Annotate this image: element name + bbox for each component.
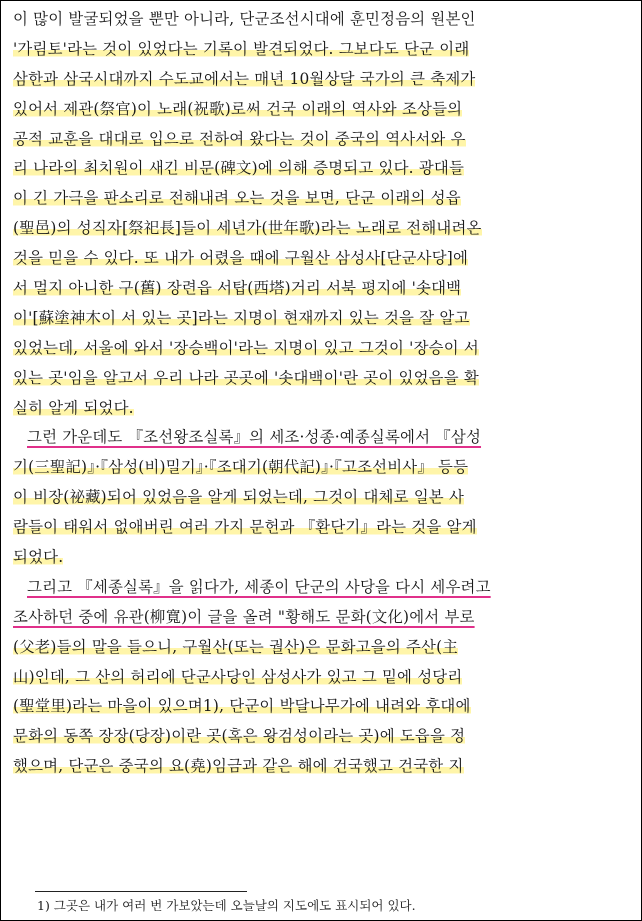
text-line	[13, 603, 631, 633]
text-line	[13, 274, 631, 304]
text-line	[13, 633, 631, 663]
text-line	[13, 692, 631, 722]
text-line	[13, 423, 631, 453]
text-line-content: 되었다.	[13, 548, 64, 567]
text-line-content: 조사하던 중에 유관(柳寬)이 글을 올려 "황해도 문화(文化)에서 부로	[13, 607, 475, 626]
text-line-content: 기(三聖記)』·『삼성(비)밀기』·『조대기(朝代記)』·『고조선비사』 등등	[13, 458, 469, 477]
text-line	[13, 214, 631, 244]
text-line	[13, 364, 631, 394]
text-line	[13, 453, 631, 483]
text-line-content: 이 비장(祕藏)되어 있었음을 알게 되었는데, 그것이 대체로 일본 사	[13, 488, 465, 507]
text-line-content: (聖邑)의 성직자[祭祀長]들이 세년가(世年歌)라는 노래로 전해내려온	[13, 219, 482, 238]
text-line	[13, 154, 631, 184]
text-line	[13, 304, 631, 334]
text-line	[13, 722, 631, 752]
text-line-content: (聖堂里)라는 마을이 있으며1), 단군이 박달나무가에 내려와 후대에	[13, 697, 471, 716]
text-line	[13, 125, 631, 155]
text-line	[13, 35, 631, 65]
text-line-content: 문화의 동쪽 장장(당장)이란 곳(혹은 왕검성이라는 곳)에 도읍을 정	[13, 727, 466, 746]
text-line	[13, 184, 631, 214]
text-line-content: 있어서 제관(祭官)이 노래(祝歌)로써 건국 이래의 역사와 조상들의	[13, 99, 463, 118]
text-line	[13, 95, 631, 125]
text-line	[13, 65, 631, 95]
text-line-content: 것을 믿을 수 있다. 또 내가 어렸을 때에 구월산 삼성사[단군사당]에	[13, 249, 469, 268]
text-line-content: 이 많이 발굴되었을 뿐만 아니라, 단군조선시대에 훈민정음의 원본인	[13, 10, 476, 28]
text-line-content: 있었는데, 서울에 와서 '장승백이'라는 지명이 있고 그것이 '장승이 서	[13, 338, 479, 357]
text-line	[13, 573, 631, 603]
text-line-content: 리 나라의 최치원이 새긴 비문(碑文)에 의해 증명되고 있다. 광대들	[13, 159, 465, 178]
text-line-content: 실히 알게 되었다.	[13, 398, 134, 417]
text-line-content: 서 멀지 아니한 구(舊) 장련읍 서탑(西塔)거리 서북 평지에 '솟대백	[13, 279, 462, 298]
text-line	[13, 663, 631, 693]
text-line-content: 그런 가운데도 『조선왕조실록』의 세조·성종·예종실록에서 『삼성	[27, 428, 482, 447]
text-line-content: 있는 곳'임을 알고서 우리 나라 곳곳에 '솟대백이'란 곳이 있었음을 확	[13, 368, 479, 387]
text-line-content: (父老)들의 말을 들으니, 구월산(또는 궐산)은 문화고을의 주산(主	[13, 637, 458, 656]
text-line-content: 그리고 『세종실록』을 읽다가, 세종이 단군의 사당을 다시 세우려고	[27, 577, 491, 596]
text-line-content: 山)인데, 그 산의 허리에 단군사당인 삼성사가 있고 그 밑에 성당리	[13, 667, 463, 686]
text-line-content: '가림토'라는 것이 있었다는 기록이 발견되었다. 그보다도 단군 이래	[13, 39, 470, 58]
text-line	[13, 334, 631, 364]
text-line-content: 공적 교훈을 대대로 입으로 전하여 왔다는 것이 중국의 역사서와 우	[13, 129, 466, 148]
footnote-divider	[35, 891, 247, 892]
text-line-content: 했으며, 단군은 중국의 요(堯)임금과 같은 해에 건국했고 건국한 지	[13, 757, 464, 776]
body-text	[13, 5, 631, 782]
text-line-content: 이 긴 가극을 판소리로 전해내려 오는 것을 보면, 단군 이래의 성읍	[13, 189, 461, 208]
text-line	[13, 513, 631, 543]
text-line-content: 람들이 태워서 없애버린 여러 가지 문헌과 『환단기』라는 것을 알게	[13, 518, 477, 537]
text-line	[13, 244, 631, 274]
text-line	[13, 483, 631, 513]
text-line-content: 삼한과 삼국시대까지 수도교에서는 매년 10월상달 국가의 큰 축제가	[13, 69, 476, 88]
text-line	[13, 543, 631, 573]
text-line	[13, 752, 631, 782]
text-line	[13, 5, 631, 35]
footnote: 1) 그곳은 내가 여러 번 가보았는데 오늘날의 지도에도 표시되어 있다.	[37, 898, 416, 913]
text-line-content: 이'[蘇塗神木이 서 있는 곳]라는 지명이 현재까지 있는 것을 잘 알고	[13, 308, 470, 327]
text-line	[13, 394, 631, 424]
